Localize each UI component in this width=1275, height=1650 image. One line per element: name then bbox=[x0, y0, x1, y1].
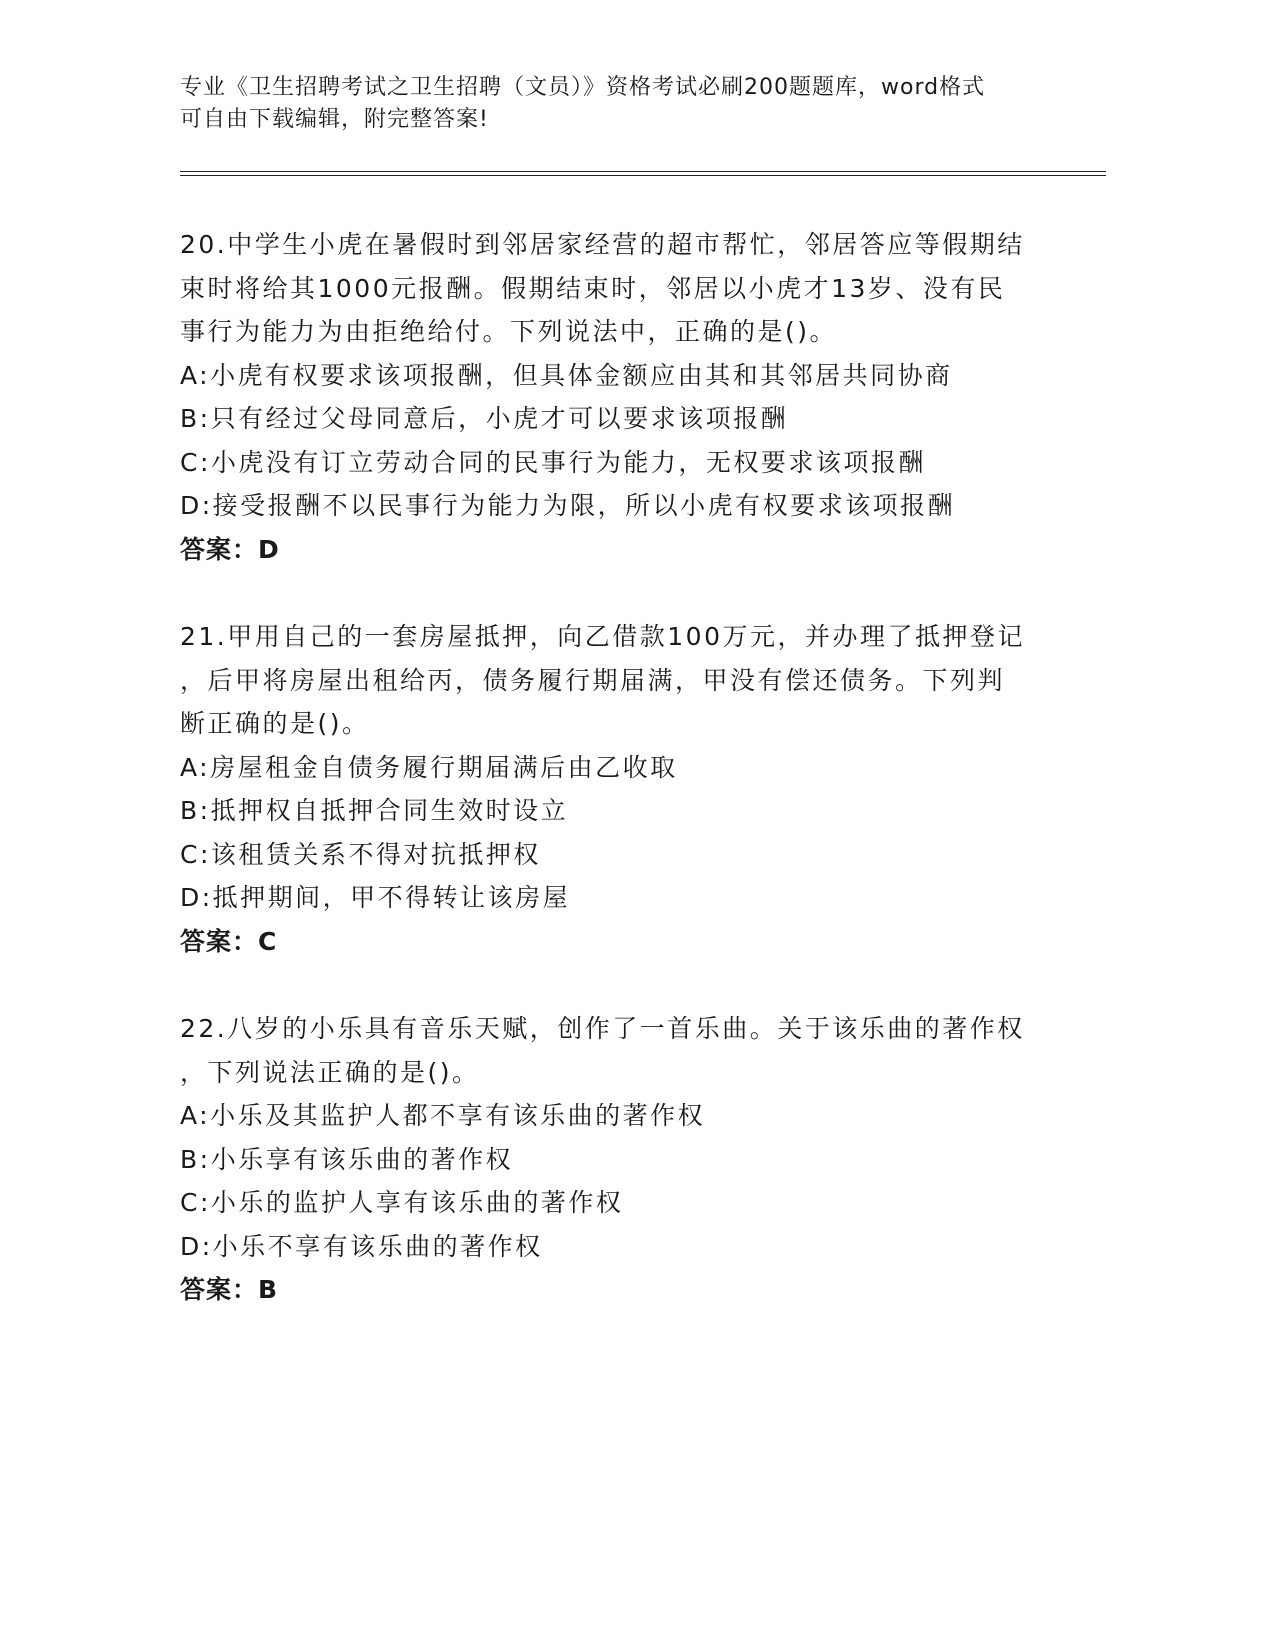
option-c: C:小乐的监护人享有该乐曲的著作权 bbox=[180, 1188, 624, 1217]
question-stem-line: 22.八岁的小乐具有音乐天赋，创作了一首乐曲。关于该乐曲的著作权 bbox=[180, 1014, 1025, 1043]
question-stem-line: ，下列说法正确的是()。 bbox=[180, 1057, 480, 1087]
answer: 答案：B bbox=[180, 1275, 279, 1304]
option-a: A:房屋租金自债务履行期届满后由乙收取 bbox=[180, 752, 678, 782]
question-21 bbox=[180, 619, 1060, 967]
header-line-1: 专业《卫生招聘考试之卫生招聘（文员）》资格考试必刷200题题库，word格式 bbox=[180, 75, 986, 100]
question-20 bbox=[180, 227, 1060, 575]
answer: 答案：C bbox=[180, 926, 278, 956]
question-stem-line: 断正确的是()。 bbox=[180, 709, 370, 738]
question-stem-line: 21.甲用自己的一套房屋抵押，向乙借款100万元，并办理了抵押登记 bbox=[180, 622, 1025, 651]
question-stem-line: 束时将给其1000元报酬。假期结束时，邻居以小虎才13岁、没有民 bbox=[180, 273, 1006, 303]
answer: 答案：D bbox=[180, 534, 280, 564]
option-d: D:小乐不享有该乐曲的著作权 bbox=[180, 1231, 543, 1261]
option-c: C:该租赁关系不得对抗抵押权 bbox=[180, 839, 541, 869]
question-22 bbox=[180, 1011, 1060, 1316]
option-a: A:小虎有权要求该项报酬，但具体金额应由其和其邻居共同协商 bbox=[180, 360, 953, 390]
option-b: B:只有经过父母同意后，小虎才可以要求该项报酬 bbox=[180, 404, 789, 433]
option-d: D:抵押期间，甲不得转让该房屋 bbox=[180, 883, 571, 912]
option-b: B:抵押权自抵押合同生效时设立 bbox=[180, 796, 569, 825]
header-line-2: 可自由下载编辑，附完整答案! bbox=[180, 107, 489, 132]
document-header bbox=[180, 72, 1040, 136]
option-a: A:小乐及其监护人都不享有该乐曲的著作权 bbox=[180, 1101, 706, 1130]
question-stem-line: 20.中学生小虎在暑假时到邻居家经营的超市帮忙，邻居答应等假期结 bbox=[180, 230, 1025, 259]
option-b: B:小乐享有该乐曲的著作权 bbox=[180, 1144, 514, 1174]
header-divider-bottom bbox=[180, 175, 1106, 176]
question-stem-line: ，后甲将房屋出租给丙，债务履行期届满，甲没有偿还债务。下列判 bbox=[180, 665, 1006, 695]
header-divider-top bbox=[180, 171, 1106, 172]
option-d: D:接受报酬不以民事行为能力为限，所以小虎有权要求该项报酬 bbox=[180, 491, 956, 520]
question-stem-line: 事行为能力为由拒绝给付。下列说法中，正确的是()。 bbox=[180, 317, 838, 346]
option-c: C:小虎没有订立劳动合同的民事行为能力，无权要求该项报酬 bbox=[180, 447, 926, 477]
